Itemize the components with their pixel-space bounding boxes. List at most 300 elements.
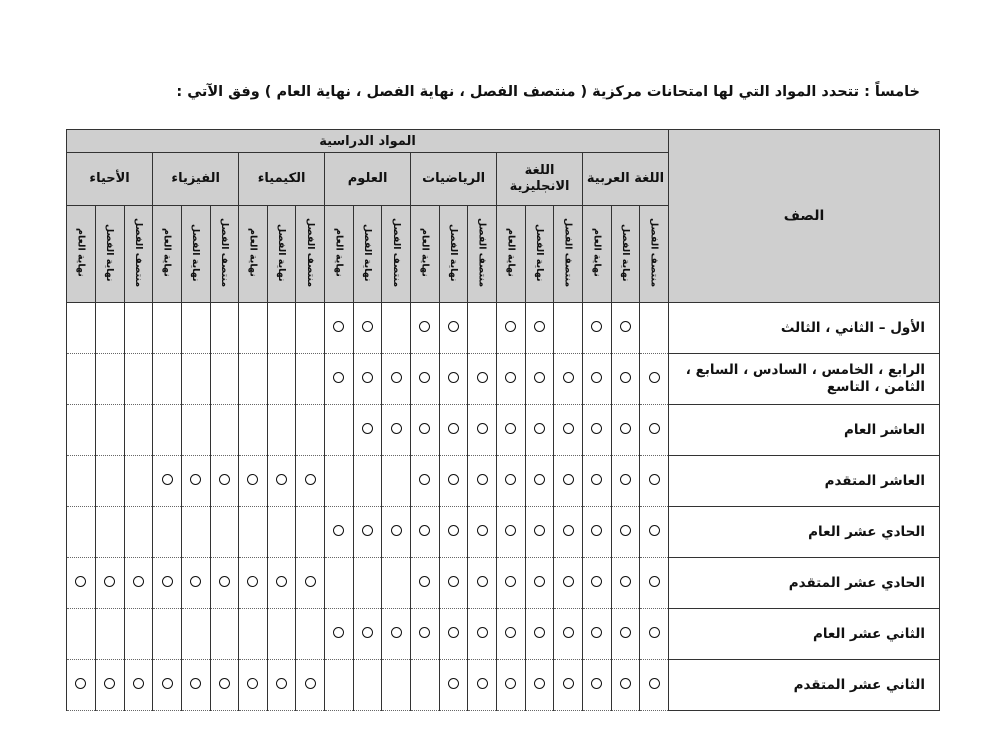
circle-mark-icon <box>477 474 488 485</box>
mark-cell <box>439 660 468 711</box>
circle-mark-icon <box>391 423 402 434</box>
circle-mark-icon <box>362 321 373 332</box>
mark-cell <box>210 507 239 558</box>
mark-cell <box>153 609 182 660</box>
circle-mark-icon <box>448 678 459 689</box>
mark-cell <box>554 558 583 609</box>
exam-type-label: منتصف الفصل <box>476 217 488 288</box>
mark-cell <box>353 405 382 456</box>
mark-cell <box>210 303 239 354</box>
mark-cell <box>267 303 296 354</box>
mark-cell <box>124 456 153 507</box>
circle-mark-icon <box>534 321 545 332</box>
circle-mark-icon <box>649 372 660 383</box>
subjects-group-header: المواد الدراسية <box>67 130 669 153</box>
table-row <box>67 456 940 507</box>
mark-cell <box>468 558 497 609</box>
mark-cell <box>181 660 210 711</box>
exam-type-label: منتصف الفصل <box>390 217 402 288</box>
circle-mark-icon <box>362 372 373 383</box>
circle-mark-icon <box>75 678 86 689</box>
circle-mark-icon <box>333 372 344 383</box>
mark-cell <box>67 507 96 558</box>
mark-cell <box>325 558 354 609</box>
exam-type-label: منتصف الفصل <box>132 217 144 288</box>
mark-cell <box>640 303 669 354</box>
circle-mark-icon <box>477 678 488 689</box>
mark-cell <box>640 456 669 507</box>
mark-cell <box>153 303 182 354</box>
exam-type-header <box>124 206 153 303</box>
mark-cell <box>296 303 325 354</box>
circle-mark-icon <box>649 576 660 587</box>
grade-cell: الأول – الثاني ، الثالث <box>669 303 940 354</box>
circle-mark-icon <box>75 576 86 587</box>
mark-cell <box>554 660 583 711</box>
circle-mark-icon <box>162 678 173 689</box>
mark-cell <box>325 660 354 711</box>
exam-type-label: نهاية العام <box>247 228 259 277</box>
mark-cell <box>554 507 583 558</box>
exam-type-header <box>468 206 497 303</box>
circle-mark-icon <box>591 678 602 689</box>
exam-type-label: نهاية الفصل <box>534 223 546 282</box>
exam-type-header <box>210 206 239 303</box>
circle-mark-icon <box>477 372 488 383</box>
mark-cell <box>468 507 497 558</box>
exam-type-header <box>439 206 468 303</box>
exam-type-header <box>296 206 325 303</box>
exam-type-label: منتصف الفصل <box>218 217 230 288</box>
mark-cell <box>611 660 640 711</box>
grade-cell: الحادي عشر المتقدم <box>669 558 940 609</box>
circle-mark-icon <box>247 474 258 485</box>
mark-cell <box>153 660 182 711</box>
mark-cell <box>95 354 124 405</box>
circle-mark-icon <box>448 474 459 485</box>
mark-cell <box>382 507 411 558</box>
mark-cell <box>497 609 526 660</box>
mark-cell <box>497 660 526 711</box>
circle-mark-icon <box>448 321 459 332</box>
mark-cell <box>525 303 554 354</box>
mark-cell <box>95 609 124 660</box>
mark-cell <box>95 558 124 609</box>
circle-mark-icon <box>534 372 545 383</box>
mark-cell <box>239 660 268 711</box>
circle-mark-icon <box>534 474 545 485</box>
mark-cell <box>525 354 554 405</box>
circle-mark-icon <box>419 576 430 587</box>
exam-type-header <box>239 206 268 303</box>
mark-cell <box>554 609 583 660</box>
circle-mark-icon <box>505 321 516 332</box>
grade-header: الصف <box>669 130 940 303</box>
mark-cell <box>239 456 268 507</box>
mark-cell <box>239 507 268 558</box>
subject-header: الفيزياء <box>153 153 239 206</box>
mark-cell <box>325 303 354 354</box>
mark-cell <box>554 354 583 405</box>
mark-cell <box>583 609 612 660</box>
mark-cell <box>525 660 554 711</box>
mark-cell <box>411 456 440 507</box>
mark-cell <box>439 609 468 660</box>
circle-mark-icon <box>448 525 459 536</box>
exam-type-label: نهاية العام <box>591 228 603 277</box>
mark-cell <box>611 609 640 660</box>
circle-mark-icon <box>591 525 602 536</box>
circle-mark-icon <box>419 423 430 434</box>
mark-cell <box>296 609 325 660</box>
mark-cell <box>239 354 268 405</box>
mark-cell <box>95 456 124 507</box>
mark-cell <box>67 354 96 405</box>
mark-cell <box>468 456 497 507</box>
mark-cell <box>525 558 554 609</box>
circle-mark-icon <box>419 321 430 332</box>
circle-mark-icon <box>333 525 344 536</box>
circle-mark-icon <box>362 627 373 638</box>
mark-cell <box>554 405 583 456</box>
circle-mark-icon <box>534 525 545 536</box>
mark-cell <box>124 354 153 405</box>
mark-cell <box>267 354 296 405</box>
circle-mark-icon <box>620 423 631 434</box>
circle-mark-icon <box>505 678 516 689</box>
mark-cell <box>497 507 526 558</box>
circle-mark-icon <box>219 576 230 587</box>
circle-mark-icon <box>563 423 574 434</box>
mark-cell <box>124 405 153 456</box>
mark-cell <box>497 456 526 507</box>
mark-cell <box>611 354 640 405</box>
mark-cell <box>583 354 612 405</box>
mark-cell <box>382 303 411 354</box>
circle-mark-icon <box>104 678 115 689</box>
mark-cell <box>525 507 554 558</box>
circle-mark-icon <box>305 474 316 485</box>
mark-cell <box>353 660 382 711</box>
subject-header: العلوم <box>325 153 411 206</box>
circle-mark-icon <box>534 627 545 638</box>
mark-cell <box>525 405 554 456</box>
circle-mark-icon <box>620 576 631 587</box>
mark-cell <box>611 405 640 456</box>
circle-mark-icon <box>505 576 516 587</box>
grade-cell: العاشر العام <box>669 405 940 456</box>
circle-mark-icon <box>448 423 459 434</box>
mark-cell <box>611 456 640 507</box>
circle-mark-icon <box>591 627 602 638</box>
mark-cell <box>554 456 583 507</box>
mark-cell <box>95 405 124 456</box>
circle-mark-icon <box>563 678 574 689</box>
exam-type-header <box>267 206 296 303</box>
circle-mark-icon <box>563 372 574 383</box>
circle-mark-icon <box>419 525 430 536</box>
circle-mark-icon <box>133 678 144 689</box>
mark-cell <box>67 660 96 711</box>
mark-cell <box>181 405 210 456</box>
exam-type-header <box>181 206 210 303</box>
mark-cell <box>525 456 554 507</box>
circle-mark-icon <box>505 474 516 485</box>
exam-type-header <box>353 206 382 303</box>
mark-cell <box>67 456 96 507</box>
exam-type-header <box>67 206 96 303</box>
mark-cell <box>640 354 669 405</box>
mark-cell <box>124 558 153 609</box>
mark-cell <box>439 507 468 558</box>
exam-type-header <box>411 206 440 303</box>
circle-mark-icon <box>649 627 660 638</box>
mark-cell <box>382 660 411 711</box>
mark-cell <box>210 609 239 660</box>
grade-cell: الثاني عشر المتقدم <box>669 660 940 711</box>
circle-mark-icon <box>391 372 402 383</box>
circle-mark-icon <box>620 678 631 689</box>
mark-cell <box>296 558 325 609</box>
subject-header: الأحياء <box>67 153 153 206</box>
mark-cell <box>181 507 210 558</box>
circle-mark-icon <box>276 678 287 689</box>
mark-cell <box>439 456 468 507</box>
mark-cell <box>325 405 354 456</box>
mark-cell <box>411 558 440 609</box>
grade-cell: الحادي عشر العام <box>669 507 940 558</box>
circle-mark-icon <box>591 474 602 485</box>
circle-mark-icon <box>620 525 631 536</box>
mark-cell <box>267 456 296 507</box>
circle-mark-icon <box>591 372 602 383</box>
circle-mark-icon <box>133 576 144 587</box>
circle-mark-icon <box>448 372 459 383</box>
mark-cell <box>353 558 382 609</box>
exam-type-header <box>95 206 124 303</box>
exam-type-label: نهاية الفصل <box>362 223 374 282</box>
exam-type-label: نهاية الفصل <box>104 223 116 282</box>
mark-cell <box>583 303 612 354</box>
mark-cell <box>181 558 210 609</box>
mark-cell <box>382 609 411 660</box>
subject-header: اللغة العربية <box>583 153 669 206</box>
circle-mark-icon <box>649 474 660 485</box>
grade-cell: الرابع ، الخامس ، السادس ، السابع ، الثامن ، التاسع <box>669 354 940 405</box>
circle-mark-icon <box>333 627 344 638</box>
mark-cell <box>353 456 382 507</box>
mark-cell <box>353 303 382 354</box>
mark-cell <box>382 558 411 609</box>
circle-mark-icon <box>448 576 459 587</box>
circle-mark-icon <box>649 525 660 536</box>
mark-cell <box>124 660 153 711</box>
mark-cell <box>67 405 96 456</box>
circle-mark-icon <box>333 321 344 332</box>
circle-mark-icon <box>620 474 631 485</box>
mark-cell <box>382 456 411 507</box>
mark-cell <box>382 405 411 456</box>
circle-mark-icon <box>620 321 631 332</box>
mark-cell <box>411 507 440 558</box>
exam-type-label: نهاية العام <box>161 228 173 277</box>
mark-cell <box>210 405 239 456</box>
subject-header: الكيمياء <box>239 153 325 206</box>
mark-cell <box>583 507 612 558</box>
mark-cell <box>67 303 96 354</box>
mark-cell <box>124 609 153 660</box>
exam-type-header <box>497 206 526 303</box>
mark-cell <box>124 303 153 354</box>
circle-mark-icon <box>362 423 373 434</box>
exam-type-label: نهاية الفصل <box>190 223 202 282</box>
mark-cell <box>296 660 325 711</box>
mark-cell <box>497 405 526 456</box>
circle-mark-icon <box>563 525 574 536</box>
mark-cell <box>153 558 182 609</box>
mark-cell <box>153 507 182 558</box>
circle-mark-icon <box>419 372 430 383</box>
mark-cell <box>525 609 554 660</box>
mark-cell <box>554 303 583 354</box>
mark-cell <box>153 456 182 507</box>
exam-type-header <box>611 206 640 303</box>
circle-mark-icon <box>162 474 173 485</box>
mark-cell <box>239 558 268 609</box>
exam-type-label: نهاية الفصل <box>276 223 288 282</box>
circle-mark-icon <box>391 525 402 536</box>
mark-cell <box>267 609 296 660</box>
mark-cell <box>640 660 669 711</box>
exam-type-label: نهاية العام <box>505 228 517 277</box>
page-title: خامساً : تتحدد المواد التي لها امتحانات مركزية ( منتصف الفصل ، نهاية الفصل ، نهاية العام ) وفق الآتي : <box>176 84 920 100</box>
mark-cell <box>468 303 497 354</box>
table-row <box>67 609 940 660</box>
mark-cell <box>296 507 325 558</box>
mark-cell <box>239 405 268 456</box>
mark-cell <box>153 354 182 405</box>
mark-cell <box>181 456 210 507</box>
circle-mark-icon <box>419 474 430 485</box>
exam-type-header <box>640 206 669 303</box>
table-row <box>67 660 940 711</box>
mark-cell <box>497 303 526 354</box>
mark-cell <box>439 303 468 354</box>
mark-cell <box>124 507 153 558</box>
circle-mark-icon <box>276 576 287 587</box>
grade-cell: العاشر المتقدم <box>669 456 940 507</box>
circle-mark-icon <box>247 576 258 587</box>
circle-mark-icon <box>563 474 574 485</box>
mark-cell <box>210 354 239 405</box>
mark-cell <box>325 507 354 558</box>
circle-mark-icon <box>505 372 516 383</box>
table-body <box>67 303 940 711</box>
mark-cell <box>325 609 354 660</box>
circle-mark-icon <box>563 627 574 638</box>
mark-cell <box>468 660 497 711</box>
circle-mark-icon <box>591 576 602 587</box>
circle-mark-icon <box>305 576 316 587</box>
circle-mark-icon <box>591 321 602 332</box>
mark-cell <box>411 303 440 354</box>
mark-cell <box>611 507 640 558</box>
table-row <box>67 354 940 405</box>
mark-cell <box>95 303 124 354</box>
mark-cell <box>296 405 325 456</box>
mark-cell <box>583 558 612 609</box>
exam-type-header <box>583 206 612 303</box>
circle-mark-icon <box>104 576 115 587</box>
circle-mark-icon <box>505 627 516 638</box>
mark-cell <box>497 558 526 609</box>
circle-mark-icon <box>247 678 258 689</box>
mark-cell <box>296 456 325 507</box>
circle-mark-icon <box>649 678 660 689</box>
circle-mark-icon <box>505 423 516 434</box>
circle-mark-icon <box>219 678 230 689</box>
mark-cell <box>640 507 669 558</box>
subject-header: اللغة الانجليزية <box>497 153 583 206</box>
circle-mark-icon <box>505 525 516 536</box>
mark-cell <box>353 507 382 558</box>
mark-cell <box>181 354 210 405</box>
mark-cell <box>468 405 497 456</box>
circle-mark-icon <box>563 576 574 587</box>
mark-cell <box>611 558 640 609</box>
mark-cell <box>353 354 382 405</box>
mark-cell <box>67 558 96 609</box>
mark-cell <box>583 660 612 711</box>
mark-cell <box>353 609 382 660</box>
circle-mark-icon <box>419 627 430 638</box>
mark-cell <box>640 558 669 609</box>
exam-type-header <box>525 206 554 303</box>
mark-cell <box>181 609 210 660</box>
exams-table <box>66 129 940 711</box>
mark-cell <box>181 303 210 354</box>
exam-type-header <box>382 206 411 303</box>
mark-cell <box>439 354 468 405</box>
circle-mark-icon <box>477 525 488 536</box>
mark-cell <box>468 354 497 405</box>
table-row <box>67 558 940 609</box>
circle-mark-icon <box>219 474 230 485</box>
exam-type-label: نهاية الفصل <box>620 223 632 282</box>
exam-type-label: منتصف الفصل <box>304 217 316 288</box>
mark-cell <box>640 609 669 660</box>
exam-type-label: نهاية الفصل <box>448 223 460 282</box>
mark-cell <box>497 354 526 405</box>
exam-type-label: منتصف الفصل <box>562 217 574 288</box>
mark-cell <box>411 354 440 405</box>
exam-type-label: نهاية العام <box>419 228 431 277</box>
table-row <box>67 303 940 354</box>
exam-type-header <box>325 206 354 303</box>
exam-type-label: منتصف الفصل <box>648 217 660 288</box>
mark-cell <box>95 660 124 711</box>
circle-mark-icon <box>391 627 402 638</box>
mark-cell <box>411 405 440 456</box>
circle-mark-icon <box>190 576 201 587</box>
circle-mark-icon <box>276 474 287 485</box>
mark-cell <box>239 303 268 354</box>
circle-mark-icon <box>620 372 631 383</box>
circle-mark-icon <box>534 576 545 587</box>
mark-cell <box>583 405 612 456</box>
subject-header: الرياضيات <box>411 153 497 206</box>
mark-cell <box>267 507 296 558</box>
